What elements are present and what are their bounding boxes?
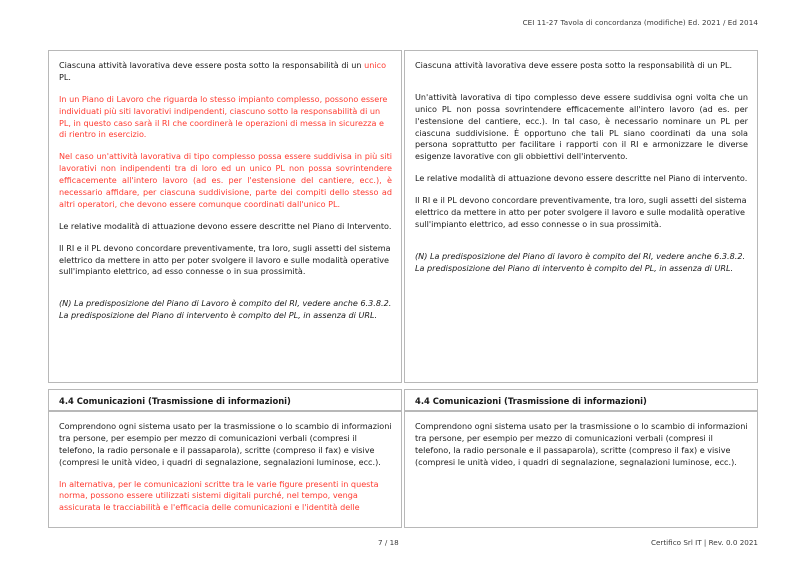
- footer-page-number: 7 / 18: [378, 538, 399, 547]
- cell-heading-right: 4.4 Comunicazioni (Trasmissione di informazioni): [404, 389, 758, 411]
- cell-body-left: [48, 411, 402, 528]
- paragraph-left-5: Il RI e il PL devono concordare preventivamente, tra loro, sugli assetti del sistema elettrico da mettere in atto per poter svolgere il lavoro e sulle modalità operative sull'impianto elettrico, ad esso connesse o in sua prossimità.: [59, 242, 391, 277]
- cell-main-left: [48, 50, 402, 383]
- cell-heading-left: 4.4 Comunicazioni (Trasmissione di informazioni): [48, 389, 402, 411]
- paragraph-body-left-2-red: In alternativa, per le comunicazioni scritte tra le varie figure presenti in questa norma, possono essere utilizzati sistemi digitali purché, nel tempo, venga assicurata le tracciabilità e l'efficacia delle comunicazioni e l'identità delle: [59, 478, 379, 513]
- text-red-unico: unico: [364, 60, 387, 70]
- paragraph-left-note: (N) La predisposizione del Piano di Lavoro è compito del RI, vedere anche 6.3.8.2. La predisposizione del Piano di intervento è compito del PL, in assenza di URL.: [59, 298, 392, 321]
- comparison-table: [48, 50, 758, 528]
- paragraph-left-2-red: In un Piano di Lavoro che riguarda lo stesso impianto complesso, possono essere individuati più siti lavorativi indipendenti, ciascuno sotto la responsabilità di un PL, in questo caso sarà il RI che coordinerà le operazioni di messa in sicurezza e di rientro in esercizio.: [59, 93, 388, 140]
- paragraph-right-note: (N) La predisposizione del Piano di lavoro è compito del RI, vedere anche 6.3.8.2. La predisposizione del Piano di intervento è compito del PL, in assenza di URL.: [415, 250, 746, 273]
- document-header: CEI 11-27 Tavola di concordanza (modifiche) Ed. 2021 / Ed 2014: [522, 18, 758, 27]
- paragraph-right-3: Le relative modalità di attuazione devono essere descritte nel Piano di intervento.: [415, 173, 748, 184]
- paragraph-left-1: [59, 60, 392, 84]
- text-black-a: Ciascuna attività lavorativa deve essere posta sotto la responsabilità di un: [59, 60, 365, 70]
- paragraph-left-3-red: Nel caso un'attività lavorativa di tipo complesso possa essere suddivisa in più siti lavorativi non indipendenti tra di loro ed un unico PL non possa sovrintendere efficacemente all'intero lavoro (ad es. per l'estensione del cantiere, ecc.), è necessario affidare, per ciascuna suddivisione, parte dei compiti dello stesso ad altri operatori, che devono essere comunque coordinati dall'unico PL.: [59, 151, 392, 209]
- text-black-c: PL.: [59, 71, 71, 82]
- footer-credit: Certifico Srl IT | Rev. 0.0 2021: [650, 538, 758, 547]
- paragraph-right-1: Ciascuna attività lavorativa deve essere posta sotto la responsabilità di un PL.: [415, 60, 733, 70]
- cell-body-right: [404, 411, 758, 528]
- paragraph-spacer: [59, 288, 392, 298]
- paragraph-spacer: [415, 241, 748, 251]
- table-row-heading: [48, 389, 758, 411]
- table-row: [48, 50, 758, 383]
- document-footer: [48, 538, 758, 547]
- cell-main-right: [404, 50, 758, 383]
- paragraph-body-right-1: Comprendono ogni sistema usato per la trasmissione o lo scambio di informazioni tra persone, per esempio per mezzo di comunicazioni verbali (compresi il telefono, la radio personale e il passaparola), scritte (compreso il fax) e visive (compresi le unità video, i quadri di segnalazione, segnalazioni luminose, ecc.).: [415, 421, 748, 467]
- paragraph-spacer: [415, 82, 748, 92]
- paragraph-right-2: Un'attività lavorativa di tipo complesso deve essere suddivisa ogni volta che un unico PL non possa sovrintendere efficacemente all'intero lavoro (ad es. per l'estensione del cantiere, ecc.). In tal caso, è necessario nominare un PL per ciascuna suddivisione. È opportuno che tali PL siano coordinati da una sola persona soprattutto per facilitare i rapporti con il RI e armonizzare le diverse esigenze lavorative con gli obbiettivi dell'intervento.: [415, 91, 748, 162]
- table-row-body: [48, 411, 758, 528]
- paragraph-left-4: Le relative modalità di attuazione devono essere descritte nel Piano di Intervento.: [59, 220, 392, 231]
- paragraph-right-4: Il RI e il PL devono concordare preventivamente, tra loro, sugli assetti del sistema elettrico da mettere in atto per poter svolgere il lavoro e sulle modalità operative sull'impianto elettrico, ad esso connesse o in sua prossimità.: [415, 195, 747, 229]
- paragraph-body-left-1: Comprendono ogni sistema usato per la trasmissione o lo scambio di informazioni tra persone, per esempio per mezzo di comunicazioni verbali (compresi il telefono, la radio personale e il passaparola), scritte (compreso il fax) e visive (compresi le unità video, i quadri di segnalazione, segnalazioni luminose, ecc.).: [59, 421, 392, 467]
